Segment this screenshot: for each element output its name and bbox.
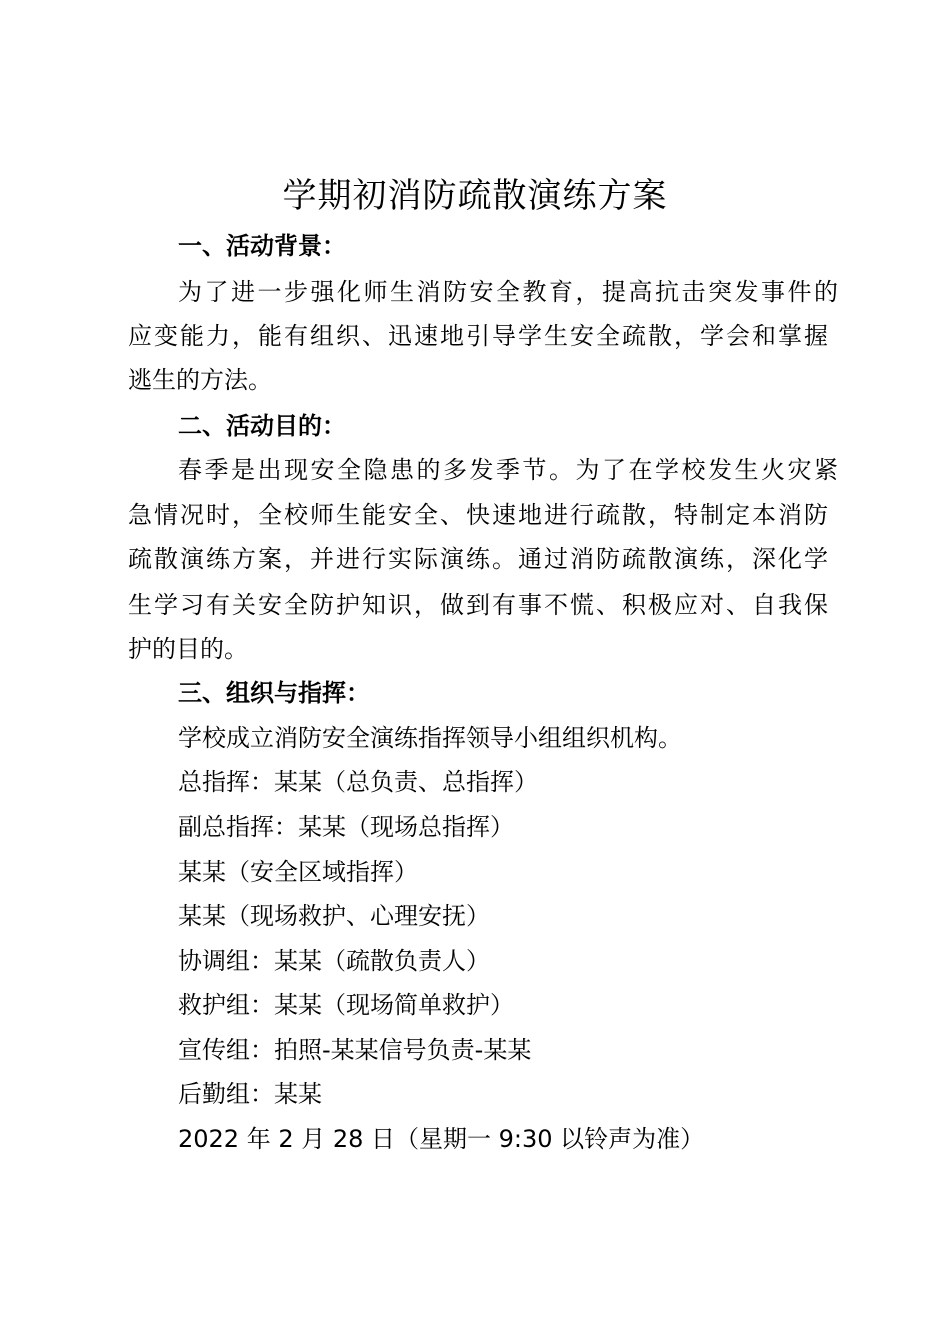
section-heading-organization: 三、组织与指挥：	[178, 679, 370, 707]
list-item: 协调组：某某（疏散负责人）	[178, 947, 490, 975]
document-title: 学期初消防疏散演练方案	[282, 176, 668, 216]
list-item: 某某（现场救护、心理安抚）	[178, 902, 490, 930]
paragraph-line: 学校成立消防安全演练指挥领导小组组织机构。	[178, 724, 682, 752]
paragraph-line: 逃生的方法。	[128, 366, 272, 394]
list-item: 副总指挥：某某（现场总指挥）	[178, 813, 514, 841]
paragraph-line: 应变能力，能有组织、迅速地引导学生安全疏散，学会和掌握	[128, 322, 828, 350]
paragraph-line: 疏散演练方案，并进行实际演练。通过消防疏散演练，深化学	[128, 545, 828, 573]
paragraph-line: 为了进一步强化师生消防安全教育，提高抗击突发事件的	[178, 278, 838, 306]
paragraph-line: 春季是出现安全隐患的多发季节。为了在学校发生火灾紧	[178, 456, 838, 484]
paragraph-line: 急情况时，全校师生能安全、快速地进行疏散，特制定本消防	[128, 501, 828, 529]
list-item: 宣传组：拍照-某某信号负责-某某	[178, 1036, 532, 1064]
paragraph-line: 护的目的。	[128, 635, 248, 663]
section-heading-background: 一、活动背景：	[178, 232, 346, 260]
date-line: 2022 年 2 月 28 日（星期一 9:30 以铃声为准）	[178, 1125, 705, 1153]
list-item: 后勤组：某某	[178, 1080, 322, 1108]
list-item: 救护组：某某（现场简单救护）	[178, 991, 514, 1019]
section-heading-purpose: 二、活动目的：	[178, 412, 346, 440]
list-item: 某某（安全区域指挥）	[178, 858, 418, 886]
paragraph-line: 生学习有关安全防护知识，做到有事不慌、积极应对、自我保	[128, 591, 828, 619]
list-item: 总指挥：某某（总负责、总指挥）	[178, 768, 538, 796]
